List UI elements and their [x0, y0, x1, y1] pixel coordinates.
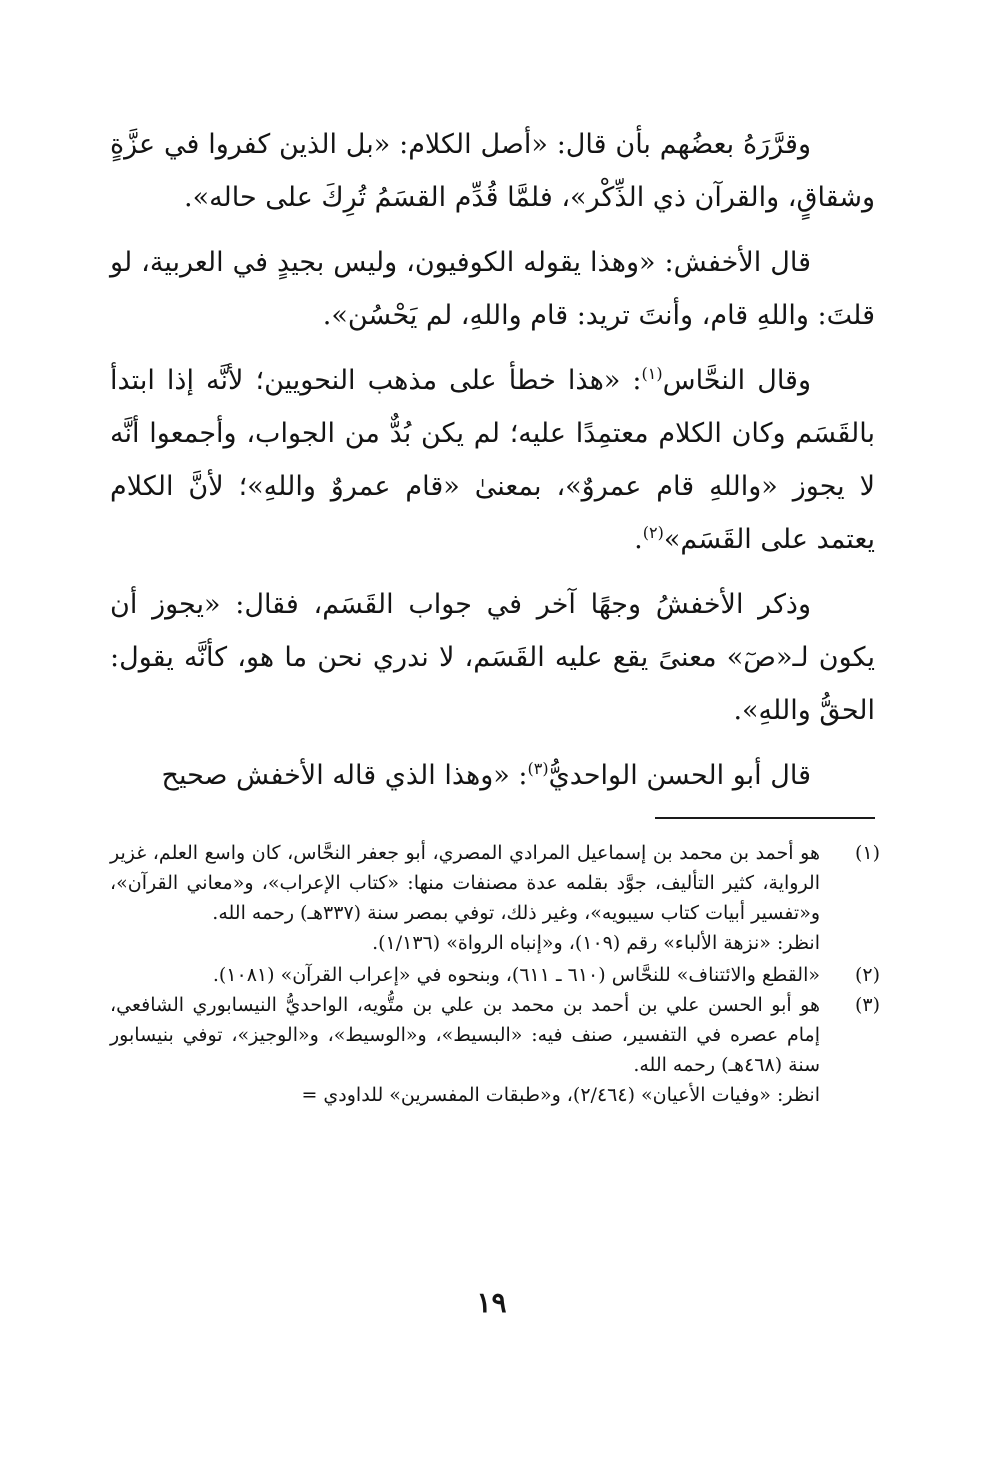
paragraph-text: : «هذا خطأ على مذهب النحويين؛ لأنَّه إذا ابتدأ بالقَسَم وكان الكلام معتمِدًا عليه؛ لم يكن بُدٌّ من الجواب، وأجمعوا أنَّه لا يجوز «واللهِ قام عمروٌ»، بمعنىٰ «قام عمروٌ واللهِ»؛ لأنَّ الكلام يعتمد على القَسَم» [110, 365, 875, 555]
paragraph-text: : «وهذا الذي قاله الأخفش صحيح [161, 760, 528, 791]
footnote-1-reference: انظر: «نزهة الألباء» رقم (١٠٩)، و«إنباه الرواة» (١/١٣٦). [372, 932, 820, 954]
footnote-ref-3[interactable]: (٣) [527, 759, 549, 778]
paragraph-1 [110, 118, 875, 224]
paragraph-text: وقرَّرَهُ بعضُهم بأن قال: «أصل الكلام: «بل الذين كفروا في عزَّةٍ وشقاقٍ، والقرآن ذي الذِّكْر»، فلمَّا قُدِّم القسَمُ تُرِكَ على حاله». [110, 129, 875, 213]
paragraph-text: قال أبو الحسن الواحديُّ [548, 760, 811, 791]
footnote-2 [110, 960, 880, 990]
footnote-text: هو أبو الحسن علي بن أحمد بن محمد بن علي بن متُّويه، الواحديُّ النيسابوري الشافعي، إمام عصره في التفسير، صنف فيه: «البسيط»، و«الوسيط»، و«الوجيز»، توفي بنيسابور سنة (٤٦٨هـ) رحمه الله. [110, 994, 820, 1076]
paragraph-2 [110, 236, 875, 342]
main-text-body [110, 118, 875, 802]
footnote-1 [110, 838, 880, 928]
paragraph-text: وذكر الأخفشُ وجهًا آخر في جواب القَسَم، فقال: «يجوز أن يكون لـ«صٓ» معنىً يقع عليه القَسَم، لا ندري نحن ما هو، كأنَّه يقول: الحقُّ واللهِ». [110, 589, 875, 726]
paragraph-end-mark: . [634, 524, 643, 555]
footnote-ref-2[interactable]: (٢) [642, 523, 664, 542]
footnote-number: (٣) [854, 994, 880, 1016]
footnote-number: (١) [854, 842, 880, 864]
footnote-ref-1[interactable]: (١) [641, 364, 663, 383]
footnote-number: (٢) [854, 964, 880, 986]
paragraph-text: قال الأخفش: «وهذا يقوله الكوفيون، وليس بجيدٍ في العربية، لو قلتَ: واللهِ قام، وأنتَ تريد: قام واللهِ، لم يَحْسُن». [110, 247, 875, 331]
page-number: ١٩ [476, 1286, 507, 1319]
footnote-separator [655, 817, 875, 819]
footnotes-section [110, 838, 880, 1112]
paragraph-4 [110, 578, 875, 737]
paragraph-5 [110, 749, 875, 802]
footnote-text: «القطع والائتناف» للنحَّاس (٦١٠ ـ ٦١١)، وبنحوه في «إعراب القرآن» (١٠٨١). [212, 964, 820, 986]
footnote-3-reference: انظر: «وفيات الأعيان» (٢/٤٦٤)، و«طبقات المفسرين» للداودي = [301, 1084, 820, 1106]
footnote-3 [110, 990, 880, 1080]
paragraph-text: وقال النحَّاس [662, 365, 811, 396]
footnote-text: هو أحمد بن محمد بن إسماعيل المرادي المصري، أبو جعفر النحَّاس، كان واسع العلم، غزير الرواية، كثير التأليف، جوَّد بقلمه عدة مصنفات منها: «كتاب الإعراب»، و«معاني القرآن»، و«تفسير أبيات كتاب سيبويه»، وغير ذلك، توفي بمصر سنة (٣٣٧هـ) رحمه الله. [110, 842, 820, 924]
paragraph-3 [110, 354, 875, 566]
